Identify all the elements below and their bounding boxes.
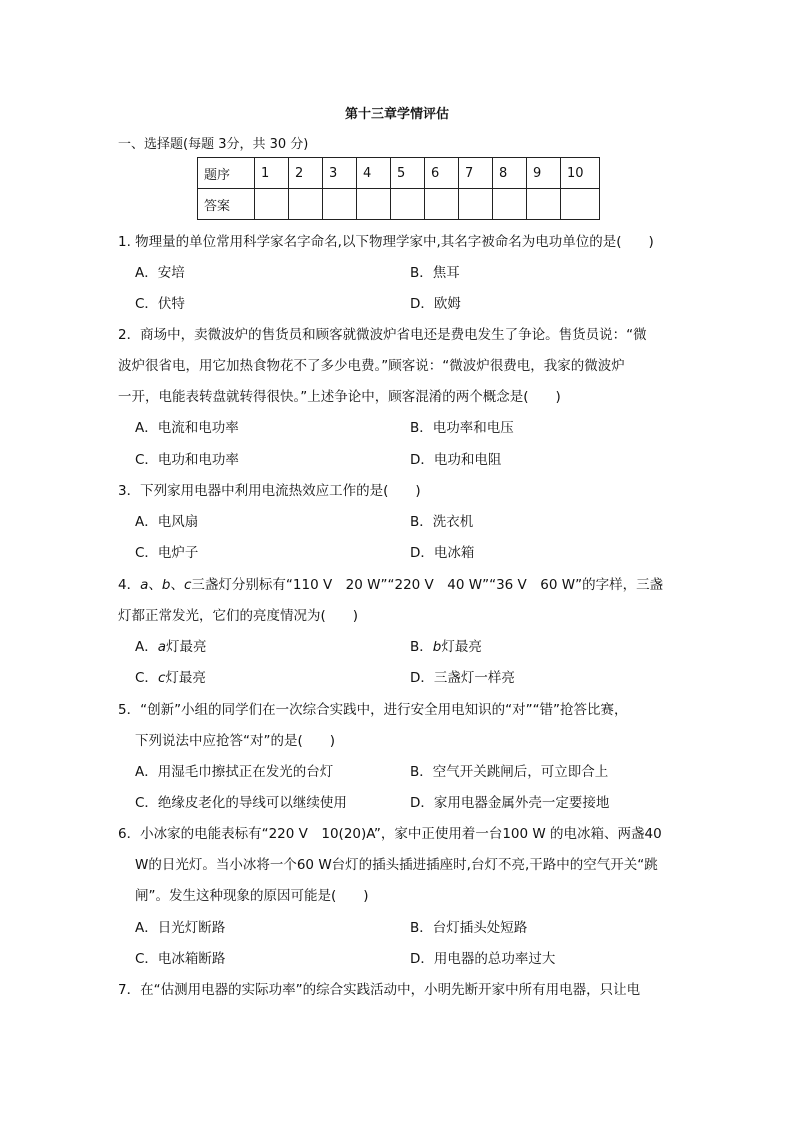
q4-option-c xyxy=(135,666,206,686)
q4-stem-rest: 三盏灯分别标有“110 V 20 W”“220 V 40 W”“36 V 60 W”的字样，三盏 xyxy=(191,577,664,593)
table-cell: 9 xyxy=(527,158,561,189)
question-4-stem-line2: 灯都正常发光，它们的亮度情况为( ) xyxy=(118,608,359,624)
q4-option-d: D．三盏灯一样亮 xyxy=(410,670,515,686)
q4-var-a: a xyxy=(140,577,149,593)
question-5-stem-line1: 5．“创新”小组的同学们在一次综合实践中，进行安全用电知识的“对”“错”抢答比赛， xyxy=(118,702,628,718)
question-6-stem-line2: W的日光灯。当小冰将一个60 W台灯的插头插进插座时,台灯不亮,干路中的空气开关“跳 xyxy=(135,857,658,873)
table-cell: 2 xyxy=(289,158,323,189)
q5-option-b: B．空气开关跳闸后，可立即合上 xyxy=(410,764,609,780)
option-prefix: A． xyxy=(135,639,158,655)
q3-option-c: C．电炉子 xyxy=(135,545,199,561)
q2-option-d: D．电功和电阻 xyxy=(410,452,502,468)
q4-sep: 、 xyxy=(170,577,184,593)
answer-cell[interactable] xyxy=(527,189,561,220)
q1-option-a: A．安培 xyxy=(135,265,185,281)
table-cell: 1 xyxy=(255,158,289,189)
question-2-stem-line1: 2．商场中，卖微波炉的售货员和顾客就微波炉省电还是费电发生了争论。售货员说：“微 xyxy=(118,327,647,343)
q4-var-c: c xyxy=(183,577,192,593)
table-cell: 10 xyxy=(561,158,600,189)
question-1-stem: 1. 物理量的单位常用科学家名字命名,以下物理学家中,其名字被命名为电功单位的是( ) xyxy=(118,234,654,250)
q2-option-b: B．电功率和电压 xyxy=(410,420,514,436)
question-3-stem: 3．下列家用电器中利用电流热效应工作的是( ) xyxy=(118,483,421,499)
question-2-stem-line3: 一开，电能表转盘就转得很快。”上述争论中，顾客混淆的两个概念是( ) xyxy=(118,389,561,405)
q2-option-c: C．电功和电功率 xyxy=(135,452,239,468)
question-7-stem-line1: 7．在“估测用电器的实际功率”的综合实践活动中，小明先断开家中所有用电器，只让电 xyxy=(118,982,641,998)
section-heading: 一、选择题(每题 3分，共 30 分) xyxy=(118,137,309,152)
table-cell: 6 xyxy=(425,158,459,189)
table-header-cell: 答案 xyxy=(198,189,255,220)
answer-cell[interactable] xyxy=(289,189,323,220)
option-text: 灯最亮 xyxy=(165,670,206,686)
q4-var-b: b xyxy=(161,577,171,593)
q6-option-d: D．用电器的总功率过大 xyxy=(410,951,556,967)
option-var: a xyxy=(157,639,167,655)
table-cell: 4 xyxy=(357,158,391,189)
option-prefix: C． xyxy=(135,670,158,686)
option-text: 灯最亮 xyxy=(166,639,207,655)
option-text: 灯最亮 xyxy=(441,639,482,655)
answer-cell[interactable] xyxy=(561,189,600,220)
q5-option-a: A．用湿毛巾擦拭正在发光的台灯 xyxy=(135,764,334,780)
option-var: b xyxy=(432,639,442,655)
q1-option-b: B．焦耳 xyxy=(410,265,460,281)
table-cell: 3 xyxy=(323,158,357,189)
q3-option-d: D．电冰箱 xyxy=(410,545,475,561)
q2-option-a: A．电流和电功率 xyxy=(135,420,239,436)
q6-option-b: B．台灯插头处短路 xyxy=(410,920,528,936)
option-prefix: B． xyxy=(410,639,433,655)
answer-cell[interactable] xyxy=(323,189,357,220)
q4-number: 4． xyxy=(118,577,141,593)
answer-cell[interactable] xyxy=(391,189,425,220)
q3-option-b: B．洗衣机 xyxy=(410,514,474,530)
q1-option-c: C．伏特 xyxy=(135,296,185,312)
table-row xyxy=(198,189,600,220)
q1-option-d: D．欧姆 xyxy=(410,296,461,312)
question-2-stem-line2: 波炉很省电，用它加热食物花不了多少电费。”顾客说：“微波炉很费电，我家的微波炉 xyxy=(118,358,625,374)
answer-cell[interactable] xyxy=(459,189,493,220)
question-4-stem-line1 xyxy=(118,573,663,593)
q4-option-a xyxy=(135,635,207,655)
page-title: 第十三章学情评估 xyxy=(344,107,449,122)
table-header-cell: 题序 xyxy=(198,158,255,189)
q5-option-c: C．绝缘皮老化的导线可以继续使用 xyxy=(135,795,347,811)
question-6-stem-line3: 闸”。发生这种现象的原因可能是( ) xyxy=(135,888,369,904)
table-cell: 8 xyxy=(493,158,527,189)
q3-option-a: A．电风扇 xyxy=(135,514,199,530)
table-row xyxy=(198,158,600,189)
q5-option-d: D．家用电器金属外壳一定要接地 xyxy=(410,795,610,811)
table-cell: 5 xyxy=(391,158,425,189)
q4-option-b xyxy=(410,635,482,655)
option-var: c xyxy=(157,670,166,686)
answer-cell[interactable] xyxy=(425,189,459,220)
q6-option-c: C．电冰箱断路 xyxy=(135,951,226,967)
answer-cell[interactable] xyxy=(255,189,289,220)
question-5-stem-line2: 下列说法中应抢答“对”的是( ) xyxy=(135,733,336,749)
q6-option-a: A．日光灯断路 xyxy=(135,920,226,936)
table-cell: 7 xyxy=(459,158,493,189)
answer-cell[interactable] xyxy=(493,189,527,220)
question-6-stem-line1: 6．小冰家的电能表标有“220 V 10(20)A”，家中正使用着一台100 W 的电冰箱、两盏40 xyxy=(118,826,662,842)
q4-sep: 、 xyxy=(148,577,162,593)
answer-cell[interactable] xyxy=(357,189,391,220)
answer-table xyxy=(197,157,600,220)
